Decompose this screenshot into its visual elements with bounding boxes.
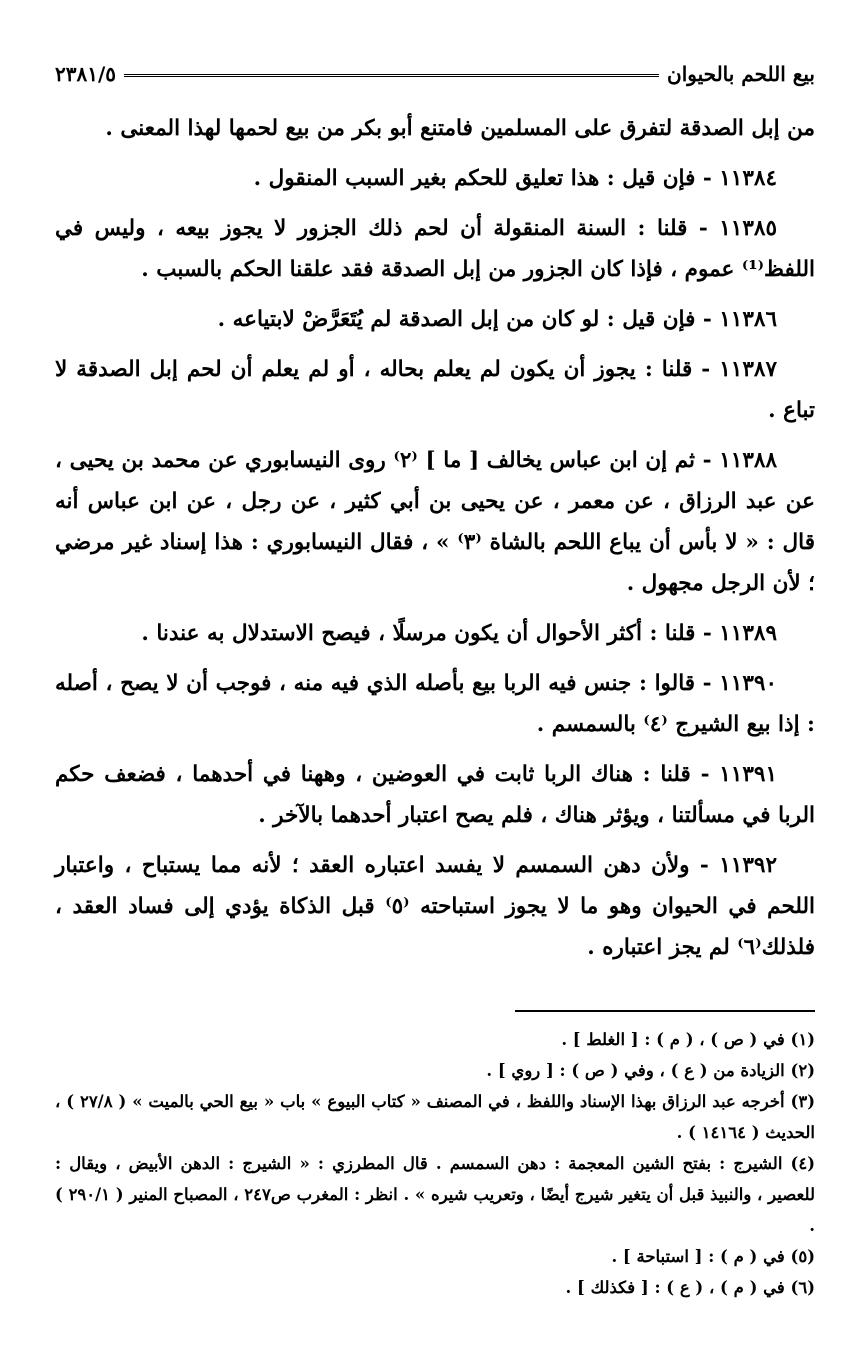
book-page [55,50,816,1297]
footnote: (٤) الشيرج : بفتح الشين المعجمة : دهن السمسم . قال المطرزي : « الشيرج : الدهن الأبيض ، ويقال : للعصير ، والنبيذ قبل أن يتغير شيرج أيضًا ، وتعريب شيره » . انظر : المغرب ص٢٤٧ ، المصباح المنير ( ٢٩٠/١ ) . [55,1154,815,1235]
running-header [55,50,815,86]
footnote: (١) في ( ص ) ، ( م ) : [ الغلط ] . [561,1030,815,1049]
footnote: (٢) الزيادة من ( ع ) ، وفي ( ص ) : [ روي ] . [486,1061,815,1080]
footnotes [55,1010,815,1303]
header-title: بيع اللحم بالحيوان [667,62,815,86]
paragraph: ١١٣٨٤ - فإن قيل : هذا تعليق للحكم بغير السبب المنقول . [253,166,777,191]
footnote: (٦) في ( م ) ، ( ع ) : [ فكذلك ] . [565,1278,815,1297]
footnote: (٣) أخرجه عبد الرزاق بهذا الإسناد واللفظ ، في المصنف « كتاب البيوع » باب « بيع الحي بالميت » ( ٢٧/٨ ) ، الحديث ( ١٤١٦٤ ) . [55,1092,816,1142]
paragraph: ١١٣٩٢ - ولأن دهن السمسم لا يفسد اعتباره العقد ؛ لأنه مما يستباح ، واعتبار اللحم في الحيوان وهو ما لا يجوز استباحته ⁽٥⁾ قبل الذكاة يؤدي إلى فساد العقد ، فلذلك⁽٦⁾ لم يجز اعتباره . [55,853,815,960]
paragraph: ١١٣٨٥ - قلنا : السنة المنقولة أن لحم ذلك الجزور لا يجوز بيعه ، وليس في اللفظ⁽¹⁾ عموم ، فإذا كان الجزور من إبل الصدقة فقد علقنا الحكم بالسبب . [55,216,815,282]
header-rule [124,74,659,77]
footnote-separator [515,1010,815,1012]
paragraph: من إبل الصدقة لتفرق على المسلمين فامتنع أبو بكر من بيع لحمها لهذا المعنى . [105,116,815,141]
header-page-ref: ٢٣٨١/٥ [55,62,117,86]
footnote: (٥) في ( م ) : [ استباحة ] . [611,1247,815,1266]
paragraph: ١١٣٩١ - قلنا : هناك الربا ثابت في العوضين ، وههنا في أحدهما ، فضعف حكم الربا في مسألتنا ، ويؤثر هناك ، فلم يصح اعتبار أحدهما بالآخر . [55,762,815,828]
main-text [55,108,815,968]
paragraph: ١١٣٨٧ - قلنا : يجوز أن يكون لم يعلم بحاله ، أو لم يعلم أن لحم إبل الصدقة لا تباع . [55,357,815,423]
paragraph: ١١٣٨٩ - قلنا : أكثر الأحوال أن يكون مرسلًا ، فيصح الاستدلال به عندنا . [141,621,777,646]
paragraph: ١١٣٨٨ - ثم إن ابن عباس يخالف [ ما ] ⁽٢⁾ روى النيسابوري عن محمد بن يحيى ، عن عبد الرزاق ، عن معمر ، عن يحيى بن أبي كثير ، عن رجل ، عن ابن عباس أنه قال : « لا بأس أن يباع اللحم بالشاة ⁽٣⁾ » ، فقال النيسابوري : هذا إسناد غير مرضي ؛ لأن الرجل مجهول . [55,448,815,596]
paragraph: ١١٣٩٠ - قالوا : جنس فيه الربا بيع بأصله الذي فيه منه ، فوجب أن لا يصح ، أصله : إذا بيع الشيرج ⁽٤⁾ بالسمسم . [55,671,815,737]
paragraph: ١١٣٨٦ - فإن قيل : لو كان من إبل الصدقة لم يُتَعَرَّضْ لابتياعه . [217,307,777,332]
